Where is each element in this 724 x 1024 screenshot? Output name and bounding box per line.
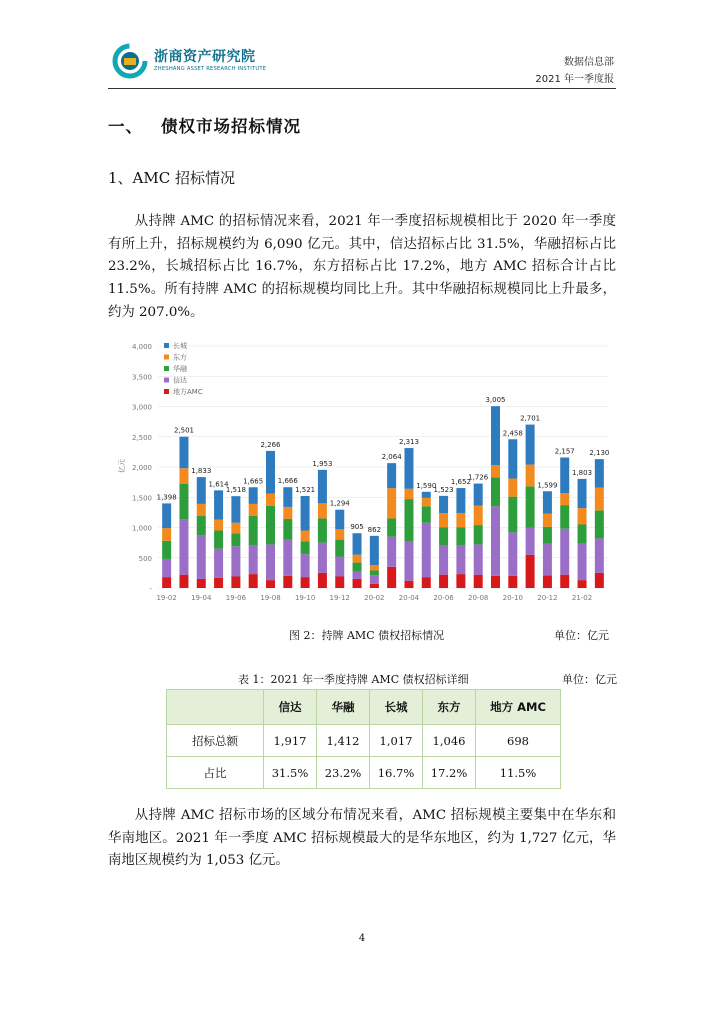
y-tick-label: 2,000 xyxy=(131,464,152,472)
bar-segment xyxy=(491,406,500,465)
x-tick-label: 19-08 xyxy=(260,594,281,602)
table-cell: 16.7% xyxy=(370,757,423,789)
bar-segment xyxy=(578,580,587,588)
bar-segment xyxy=(231,534,240,547)
bar-segment xyxy=(231,577,240,588)
bar-segment xyxy=(422,506,431,522)
bar-total-label: 1,523 xyxy=(433,485,454,494)
bar-segment xyxy=(526,528,535,555)
bar-segment xyxy=(404,581,413,588)
bar-segment xyxy=(595,511,604,539)
bar-segment xyxy=(214,520,223,531)
x-tick-label: 19-02 xyxy=(156,594,177,602)
paragraph-2-text: 从持牌 AMC 招标市场的区域分布情况来看，AMC 招标规模主要集中在华东和华南地区。2021 年一季度 AMC 招标规模最大的是华东地区，约为 1,727 亿元，华南地区规模约为 1,053 亿元。 xyxy=(108,808,616,869)
bar-segment xyxy=(249,545,258,574)
legend-label: 信达 xyxy=(173,376,187,385)
bar-segment xyxy=(214,549,223,578)
bar-segment xyxy=(179,519,188,575)
bar-segment xyxy=(439,496,448,513)
bar-segment xyxy=(162,528,171,541)
bar-total-label: 2,157 xyxy=(554,447,575,456)
bar-segment xyxy=(474,575,483,588)
bar-segment xyxy=(249,516,258,545)
bar-segment xyxy=(249,504,258,516)
legend-label: 长城 xyxy=(173,342,187,350)
subsection-heading: 1、AMC 招标情况 xyxy=(108,169,235,187)
bar-segment xyxy=(162,577,171,588)
bar-segment xyxy=(318,573,327,588)
bar-segment xyxy=(335,510,344,530)
bar-segment xyxy=(474,506,483,525)
legend-swatch xyxy=(164,378,169,383)
bar-segment xyxy=(231,496,240,522)
bar-total-label: 1,665 xyxy=(243,477,264,486)
bar-segment xyxy=(197,477,206,504)
legend-label: 地方AMC xyxy=(173,388,203,396)
bar-segment xyxy=(283,487,292,507)
bar-segment xyxy=(491,576,500,588)
bar-segment xyxy=(318,503,327,518)
bar-segment xyxy=(404,499,413,541)
bar-segment xyxy=(508,576,517,588)
bar-segment xyxy=(370,536,379,565)
bar-segment xyxy=(508,532,517,576)
paragraph-1-text: 从持牌 AMC 的招标情况来看，2021 年一季度招标规模相比于 2020 年一季度有所上升，招标规模约为 6,090 亿元。其中，信达招标占比 31.5%，华融招标占比 23.2%，长城招标占比 16.7%，东方招标占比 17.2%，地方 AMC 招标合计占比 11.5%。所有持牌 AMC 的招标规模均同比上升。其中华融招标规模同比上升最多，约为 207.0%。 xyxy=(108,214,616,320)
legend-swatch xyxy=(164,355,169,360)
bar-total-label: 1,726 xyxy=(468,473,489,482)
bar-total-label: 1,953 xyxy=(312,459,333,468)
bar-segment xyxy=(404,541,413,580)
bar-segment xyxy=(526,425,535,465)
bar-segment xyxy=(197,579,206,588)
bar-segment xyxy=(578,524,587,543)
bar-segment xyxy=(266,451,275,494)
bar-segment xyxy=(318,470,327,503)
bar-segment xyxy=(335,540,344,557)
page-number: 4 xyxy=(358,933,366,944)
bar-segment xyxy=(526,486,535,527)
paragraph-region-distribution xyxy=(108,805,616,873)
x-tick-label: 20-04 xyxy=(398,594,420,602)
section-number: 一、 xyxy=(108,117,143,136)
bar-segment xyxy=(214,578,223,588)
bar-total-label: 2,130 xyxy=(589,449,610,458)
bar-segment xyxy=(353,572,362,579)
bar-segment xyxy=(249,574,258,588)
bar-segment xyxy=(387,518,396,536)
bar-segment xyxy=(387,463,396,488)
bar-segment xyxy=(526,555,535,588)
bar-segment xyxy=(439,513,448,528)
bar-total-label: 2,701 xyxy=(520,414,541,423)
bar-segment xyxy=(560,458,569,494)
bar-segment xyxy=(595,538,604,572)
logo-text-cn: 浙商资产研究院 xyxy=(154,49,256,65)
y-tick-label: 2,500 xyxy=(131,433,152,442)
bar-segment xyxy=(422,498,431,506)
bar-segment xyxy=(335,529,344,539)
bar-total-label: 2,064 xyxy=(381,453,402,462)
bar-segment xyxy=(456,528,465,546)
bar-segment xyxy=(439,575,448,588)
bar-segment xyxy=(595,459,604,487)
stacked-bar-chart xyxy=(118,336,618,608)
bar-segment xyxy=(197,504,206,516)
bar-total-label: 1,590 xyxy=(416,481,437,490)
bar-total-label: 1,294 xyxy=(329,499,350,508)
table-cell: 1,046 xyxy=(423,725,476,757)
bar-segment xyxy=(231,523,240,534)
table-header-cell: 华融 xyxy=(317,690,370,725)
y-tick-label: 1,500 xyxy=(131,494,152,503)
bar-segment xyxy=(404,489,413,499)
y-tick-label: 500 xyxy=(138,554,152,563)
bar-segment xyxy=(370,575,379,583)
bar-total-label: 1,521 xyxy=(295,485,316,494)
bar-segment xyxy=(404,448,413,489)
bar-segment xyxy=(439,546,448,575)
bar-total-label: 2,501 xyxy=(173,426,194,435)
x-tick-label: 20-08 xyxy=(468,594,489,602)
table-header-cell: 长城 xyxy=(370,690,423,725)
table-header-cell: 地方 AMC xyxy=(476,690,561,725)
bar-segment xyxy=(283,507,292,519)
bar-segment xyxy=(491,506,500,576)
bar-segment xyxy=(231,546,240,576)
legend-label: 东方 xyxy=(173,353,187,362)
bar-segment xyxy=(474,525,483,544)
bar-segment xyxy=(595,488,604,511)
table-cell: 1,412 xyxy=(317,725,370,757)
bar-segment xyxy=(179,575,188,588)
table-cell: 31.5% xyxy=(264,757,317,789)
figure-unit: 单位：亿元 xyxy=(554,629,609,642)
bar-segment xyxy=(353,579,362,588)
bar-segment xyxy=(370,565,379,570)
bar-segment xyxy=(456,488,465,513)
legend-swatch xyxy=(164,389,169,394)
bar-segment xyxy=(283,540,292,576)
bar-segment xyxy=(335,557,344,577)
bar-segment xyxy=(301,541,310,554)
bar-segment xyxy=(335,577,344,588)
bar-total-label: 2,266 xyxy=(260,440,281,449)
bar-segment xyxy=(353,555,362,563)
bar-total-label: 2,313 xyxy=(398,438,419,447)
x-tick-label: 19-06 xyxy=(225,594,247,602)
table-cell: 698 xyxy=(476,725,561,757)
logo xyxy=(108,40,267,84)
table-header-cell: 信达 xyxy=(264,690,317,725)
bar-segment xyxy=(266,580,275,588)
bar-segment xyxy=(283,519,292,540)
bar-segment xyxy=(456,513,465,528)
bar-segment xyxy=(422,492,431,498)
bar-segment xyxy=(508,497,517,533)
table-row xyxy=(167,757,561,789)
bar-segment xyxy=(387,488,396,518)
bar-total-label: 1,833 xyxy=(191,467,212,476)
bar-segment xyxy=(560,493,569,505)
header-info xyxy=(535,54,614,88)
bar-segment xyxy=(491,465,500,477)
x-tick-label: 19-04 xyxy=(191,594,212,602)
bar-segment xyxy=(387,567,396,588)
table-cell: 1,917 xyxy=(264,725,317,757)
x-tick-label: 20-06 xyxy=(433,594,454,602)
bar-segment xyxy=(474,544,483,574)
page-header xyxy=(108,40,616,89)
table-header-cell: 东方 xyxy=(423,690,476,725)
bar-total-label: 3,005 xyxy=(485,396,506,405)
table-cell: 1,017 xyxy=(370,725,423,757)
y-tick-label: 3,500 xyxy=(131,373,152,382)
bar-segment xyxy=(422,577,431,588)
bar-segment xyxy=(318,543,327,573)
bar-segment xyxy=(439,528,448,546)
x-tick-label: 19-10 xyxy=(294,594,316,602)
section-heading xyxy=(108,113,301,137)
bar-total-label: 1,599 xyxy=(537,481,558,490)
bar-segment xyxy=(387,537,396,567)
legend-swatch xyxy=(164,366,169,371)
amc-bid-chart xyxy=(118,336,618,608)
bar-segment xyxy=(249,487,258,504)
legend-label: 华融 xyxy=(173,365,187,373)
y-tick-label: - xyxy=(149,585,152,593)
bar-segment xyxy=(370,570,379,575)
table-header-row xyxy=(167,690,561,725)
bar-total-label: 1,398 xyxy=(156,493,177,502)
section-title: 债权市场招标情况 xyxy=(161,117,301,136)
table-caption: 表 1：2021 年一季度持牌 AMC 债权招标详细 xyxy=(238,673,469,686)
bar-segment xyxy=(526,465,535,487)
bar-segment xyxy=(301,531,310,542)
bar-segment xyxy=(179,468,188,484)
bar-total-label: 2,458 xyxy=(502,429,523,438)
bar-segment xyxy=(543,491,552,513)
bar-segment xyxy=(456,574,465,588)
y-tick-label: 4,000 xyxy=(131,343,152,351)
table-row xyxy=(167,725,561,757)
bar-segment xyxy=(353,563,362,572)
bar-segment xyxy=(578,479,587,508)
table-unit: 单位：亿元 xyxy=(562,673,617,686)
bar-segment xyxy=(318,518,327,542)
bar-segment xyxy=(543,544,552,575)
bar-total-label: 905 xyxy=(350,523,364,532)
bar-total-label: 1,614 xyxy=(208,480,229,489)
bar-segment xyxy=(578,544,587,580)
bar-segment xyxy=(266,544,275,580)
bar-segment xyxy=(456,545,465,574)
bar-segment xyxy=(301,554,310,577)
bar-segment xyxy=(491,477,500,506)
bar-segment xyxy=(179,437,188,469)
bar-segment xyxy=(595,573,604,588)
bar-segment xyxy=(560,529,569,575)
bar-segment xyxy=(508,478,517,496)
bar-segment xyxy=(197,535,206,579)
table-cell: 23.2% xyxy=(317,757,370,789)
bar-segment xyxy=(266,506,275,545)
bar-segment xyxy=(179,484,188,519)
amc-detail-table xyxy=(166,689,561,789)
paragraph-amc-overview xyxy=(108,211,616,325)
logo-emblem-icon xyxy=(112,43,148,79)
x-tick-label: 20-10 xyxy=(502,594,523,602)
bar-segment xyxy=(578,508,587,524)
header-dept: 数据信息部 xyxy=(564,57,614,68)
table-row-label: 占比 xyxy=(167,757,264,789)
bar-segment xyxy=(197,516,206,535)
table-header-cell xyxy=(167,690,264,725)
bar-total-label: 1,518 xyxy=(225,486,246,495)
x-tick-label: 20-02 xyxy=(364,594,385,602)
bar-segment xyxy=(162,541,171,559)
y-tick-label: 3,000 xyxy=(131,403,152,412)
legend-swatch xyxy=(164,343,169,348)
bar-segment xyxy=(508,439,517,478)
bar-total-label: 862 xyxy=(367,525,382,534)
bar-total-label: 1,803 xyxy=(572,468,593,477)
y-axis-label: 亿元 xyxy=(118,459,126,473)
bar-segment xyxy=(370,584,379,588)
bar-segment xyxy=(162,559,171,577)
table-row-label: 招标总额 xyxy=(167,725,264,757)
bar-segment xyxy=(560,505,569,529)
figure-caption: 图 2：持牌 AMC 债权招标情况 xyxy=(289,629,445,642)
table-cell: 11.5% xyxy=(476,757,561,789)
bar-segment xyxy=(162,503,171,528)
bar-segment xyxy=(214,490,223,519)
table-cell: 17.2% xyxy=(423,757,476,789)
bar-segment xyxy=(266,494,275,506)
bar-segment xyxy=(422,523,431,577)
bar-total-label: 1,666 xyxy=(277,477,298,486)
bar-segment xyxy=(474,484,483,506)
x-tick-label: 19-12 xyxy=(329,594,350,602)
bar-segment xyxy=(543,527,552,544)
bar-segment xyxy=(353,533,362,554)
bar-segment xyxy=(543,575,552,588)
bar-segment xyxy=(560,575,569,588)
y-tick-label: 1,000 xyxy=(131,524,152,533)
bar-segment xyxy=(301,577,310,588)
header-report: 2021 年一季度报 xyxy=(535,74,614,85)
bar-total-label: 1,652 xyxy=(450,478,471,487)
bar-segment xyxy=(543,514,552,527)
bar-segment xyxy=(214,531,223,549)
bar-segment xyxy=(301,496,310,531)
x-tick-label: 20-12 xyxy=(537,594,558,602)
x-tick-label: 21-02 xyxy=(571,594,593,602)
logo-text-en: ZHESHANG ASSET RESEARCH INSTITUTE xyxy=(154,66,267,72)
bar-segment xyxy=(283,576,292,588)
